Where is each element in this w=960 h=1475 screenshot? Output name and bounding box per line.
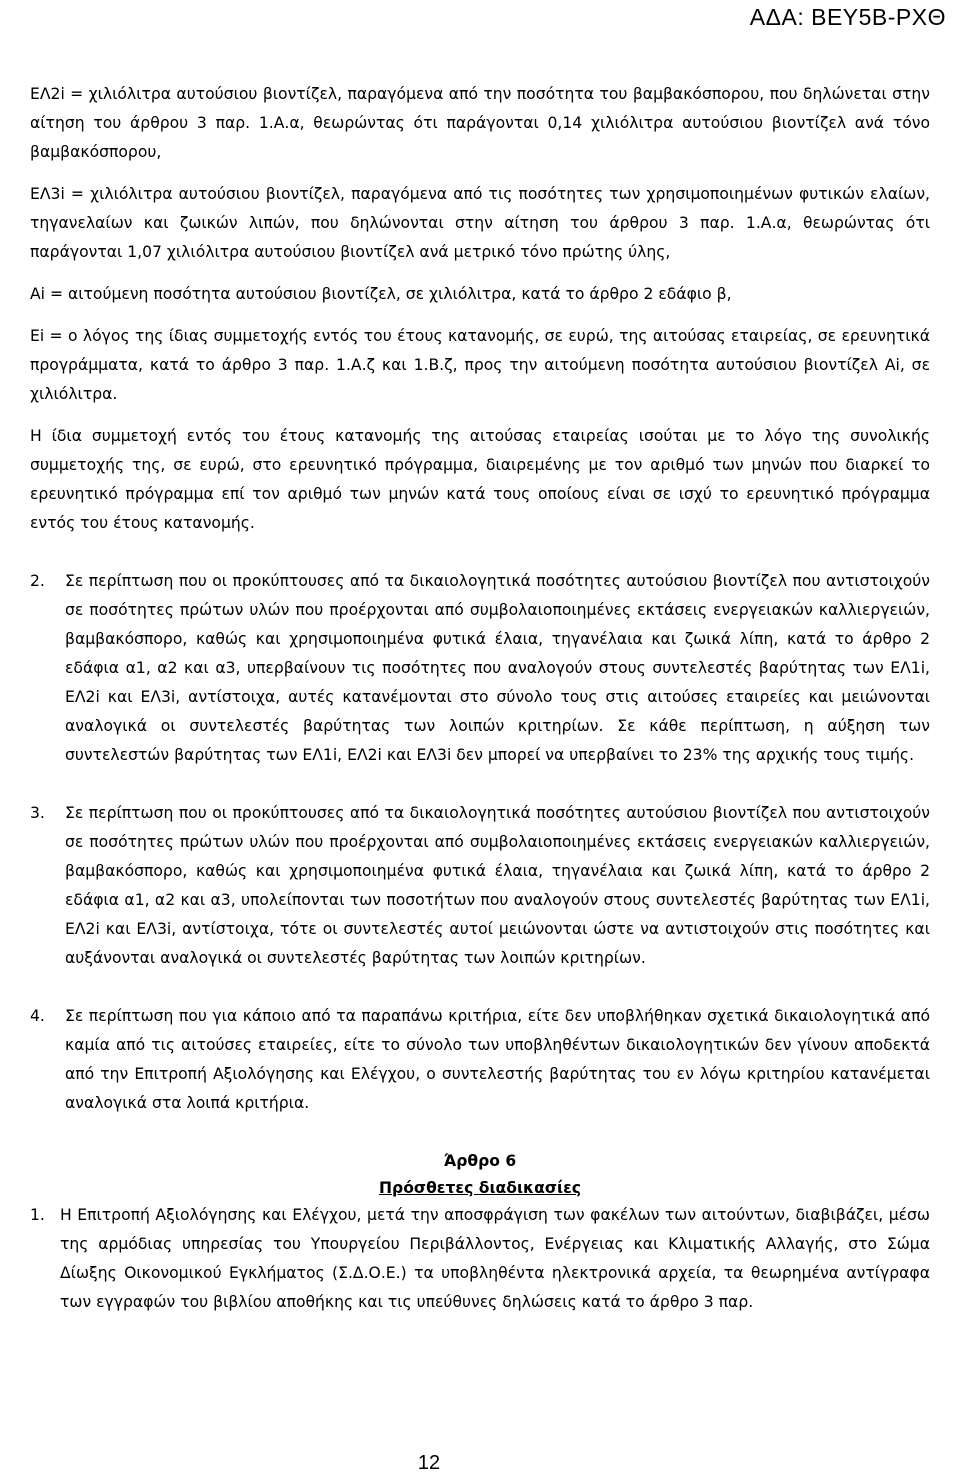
item-number: 2.	[30, 572, 45, 590]
paragraph-own-share: Η ίδια συμμετοχή εντός του έτους κατανομής της αιτούσας εταιρείας ισούται με το λόγο της συνολικής συμμετοχής της, σε ευρώ, στο ερευνητικό πρόγραμμα, διαιρεμένης με τον αριθμό των μηνών που διαρκεί το ερευνητικό πρόγραμμα επί τον αριθμό των μηνών κατά τους οποίους είναι σε ισχύ το ερευνητικό πρόγραμμα εντός του έτους κατανομής.	[30, 427, 930, 532]
paragraph-el2-definition: ΕΛ2i = χιλιόλιτρα αυτούσιου βιοντίζελ, παραγόμενα από την ποσότητα του βαμβακόσπορου, που δηλώνεται στην αίτηση του άρθρου 3 παρ. 1.Α.α, θεωρώντας ότι παράγονται 0,14 χιλιόλιτρα αυτούσιου βιοντίζελ ανά τόνο βαμβακόσπορου,	[30, 85, 930, 161]
numbered-item-2	[30, 567, 930, 770]
ada-code: ΑΔΑ: ΒΕΥ5Β-ΡΧΘ	[749, 4, 946, 30]
numbered-item-3	[30, 799, 930, 973]
article-item-1	[30, 1201, 930, 1317]
item-text: Σε περίπτωση που οι προκύπτουσες από τα δικαιολογητικά ποσότητες αυτούσιου βιοντίζελ που αντιστοιχούν σε ποσότητες πρώτων υλών που προέρχονται από συμβολαιοποιημένες εκτάσεις ενεργειακών καλλιεργειών, βαμβακόσπορο, καθώς και χρησιμοποιημένα φυτικά έλαια, τηγανέλαια και ζωικά λίπη, κατά το άρθρο 2 εδάφια α1, α2 και α3, υπολείπονται των ποσοτήτων που αναλογούν στους συντελεστές βαρύτητας των ΕΛ1i, ΕΛ2i και ΕΛ3i, αντίστοιχα, τότε οι συντελεστές αυτοί μειώνονται ώστε να αντιστοιχούν στις ποσότητες και αυξάνονται αναλογικά οι συντελεστές βαρύτητας των λοιπών κριτηρίων.	[65, 804, 930, 967]
article-title: Πρόσθετες διαδικασίες	[379, 1179, 581, 1197]
item-number: 1.	[30, 1206, 45, 1224]
item-text: Σε περίπτωση που για κάποιο από τα παραπάνω κριτήρια, είτε δεν υποβλήθηκαν σχετικά δικαιολογητικά από καμία από τις αιτούσες εταιρείες, είτε το σύνολο των υποβληθέντων δικαιολογητικών δεν γίνουν αποδεκτά από την Επιτροπή Αξιολόγησης και Ελέγχου, ο συντελεστής βαρύτητας του εν λόγω κριτηρίου κατανέμεται αναλογικά στα λοιπά κριτήρια.	[65, 1007, 930, 1112]
item-text: Η Επιτροπή Αξιολόγησης και Ελέγχου, μετά την αποσφράγιση των φακέλων των αιτούντων, διαβιβάζει, μέσω της αρμόδιας υπηρεσίας του Υπουργείου Περιβάλλοντος, Ενέργειας και Κλιματικής Αλλαγής, στο Σώμα Δίωξης Οικονομικού Εγκλήματος (Σ.Δ.Ο.Ε.) τα υποβληθέντα ηλεκτρονικά αρχεία, τα θεωρημένα αντίγραφα των εγγραφών του βιβλίου αποθήκης και τις υπεύθυνες δηλώσεις κατά το άρθρο 3 παρ.	[60, 1206, 930, 1311]
item-number: 3.	[30, 804, 45, 822]
document-body	[30, 80, 930, 1317]
article-heading: Άρθρο 6	[443, 1152, 517, 1170]
paragraph-el3-definition: ΕΛ3i = χιλιόλιτρα αυτούσιου βιοντίζελ, παραγόμενα από τις ποσότητες των χρησιμοποιημένων φυτικών ελαίων, τηγανελαίων και ζωικών λιπών, που δηλώνονται στην αίτηση του άρθρου 3 παρ. 1.Α.α, θεωρώντας ότι παράγονται 1,07 χιλιόλιτρα αυτούσιου βιοντίζελ ανά μετρικό τόνο πρώτης ύλης,	[30, 185, 930, 261]
numbered-item-4	[30, 1002, 930, 1118]
item-number: 4.	[30, 1007, 45, 1025]
page-number: 12	[417, 1452, 441, 1474]
paragraph-ai-definition: Αi = αιτούμενη ποσότητα αυτούσιου βιοντίζελ, σε χιλιόλιτρα, κατά το άρθρο 2 εδάφιο β,	[30, 285, 732, 303]
paragraph-ei-definition: Εi = ο λόγος της ίδιας συμμετοχής εντός του έτους κατανομής, σε ευρώ, της αιτούσας εταιρείας, σε ερευνητικά προγράμματα, κατά το άρθρο 3 παρ. 1.Α.ζ και 1.Β.ζ, προς την αιτούμενη ποσότητα αυτούσιου βιοντίζελ Αi, σε χιλιόλιτρα.	[30, 327, 930, 403]
item-text: Σε περίπτωση που οι προκύπτουσες από τα δικαιολογητικά ποσότητες αυτούσιου βιοντίζελ που αντιστοιχούν σε ποσότητες πρώτων υλών που προέρχονται από συμβολαιοποιημένες εκτάσεις ενεργειακών καλλιεργειών, βαμβακόσπορο, καθώς και χρησιμοποιημένα φυτικά έλαια, τηγανέλαια και ζωικά λίπη, κατά το άρθρο 2 εδάφια α1, α2 και α3, υπερβαίνουν τις ποσότητες που αναλογούν στους συντελεστές βαρύτητας των ΕΛ1i, ΕΛ2i και ΕΛ3i, αντίστοιχα, αυτές κατανέμονται στο σύνολο τους στις αιτούσες εταιρείες και μειώνονται αναλογικά οι συντελεστές βαρύτητας των λοιπών κριτηρίων. Σε κάθε περίπτωση, η αύξηση των συντελεστών βαρύτητας των ΕΛ1i, ΕΛ2i και ΕΛ3i δεν μπορεί να υπερβαίνει το 23% της αρχικής τους τιμής.	[65, 572, 930, 764]
